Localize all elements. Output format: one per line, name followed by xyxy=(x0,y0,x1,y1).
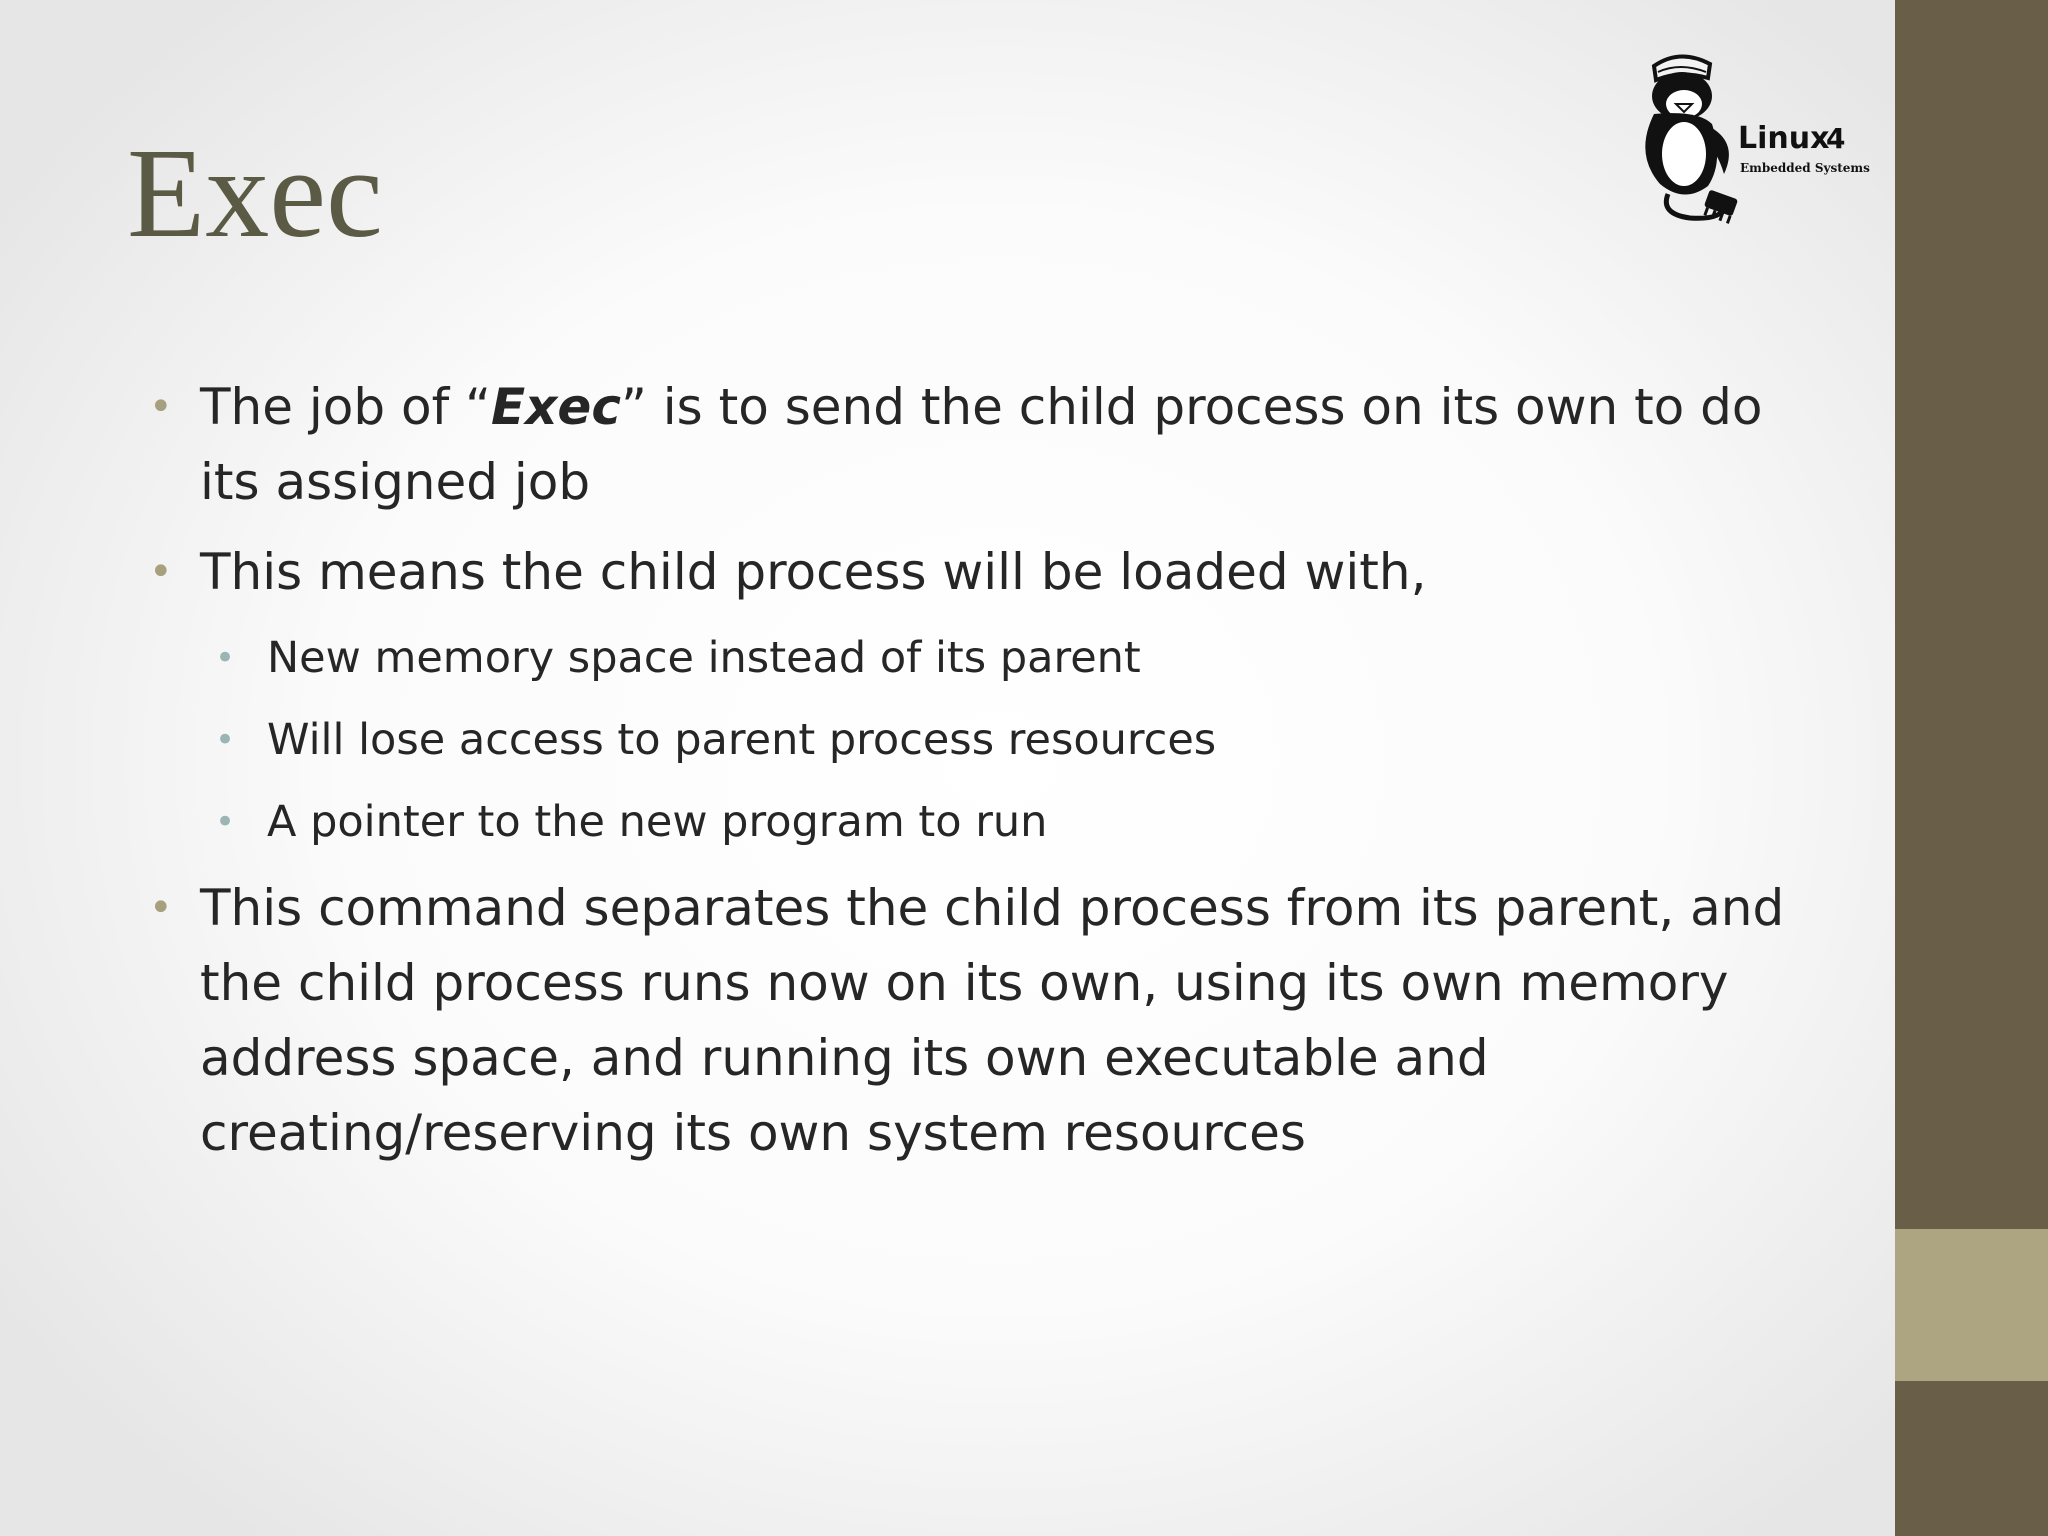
penguin-logo-icon xyxy=(1620,44,1870,234)
logo-text-main: Linux xyxy=(1738,121,1830,156)
logo-text-sub: Embedded Systems xyxy=(1740,161,1870,175)
sub-bullet-item-memory xyxy=(145,625,1805,692)
bullet-text: This command separates the child process from its parent, and the child process runs now on its own, using its own memory address space, and running its own executable and creating/reserving its own system resources xyxy=(200,879,1785,1162)
side-accent-block xyxy=(1895,1229,2048,1381)
sub-bullet-text: A pointer to the new program to run xyxy=(267,797,1048,847)
bullet-item-separates xyxy=(145,871,1805,1171)
bullet-icon: • xyxy=(149,885,173,931)
bullet-icon: • xyxy=(149,384,173,430)
sub-bullet-text: Will lose access to parent process resources xyxy=(267,715,1217,765)
sub-bullet-text: New memory space instead of its parent xyxy=(267,633,1141,683)
sub-bullet-item-pointer xyxy=(145,789,1805,856)
bullet-text-part: ” is to send the child process on its own to do its assigned job xyxy=(200,378,1763,511)
sub-bullet-icon: • xyxy=(215,802,236,842)
bullet-text: This means the child process will be loaded with, xyxy=(200,543,1427,601)
slide-title: Exec xyxy=(127,122,383,264)
linux4-logo xyxy=(1620,44,1870,234)
bullet-text-emphasis: Exec xyxy=(491,378,621,436)
sub-bullet-item-resources xyxy=(145,707,1805,774)
bullet-list xyxy=(145,370,1805,1186)
bullet-item-exec-job xyxy=(145,370,1805,520)
bullet-icon: • xyxy=(149,549,173,595)
sub-bullet-icon: • xyxy=(215,720,236,760)
sub-bullet-icon: • xyxy=(215,638,236,678)
logo-text-number: 4 xyxy=(1826,122,1846,155)
bullet-item-loaded-with xyxy=(145,535,1805,610)
bullet-text-part: The job of “ xyxy=(200,378,491,436)
